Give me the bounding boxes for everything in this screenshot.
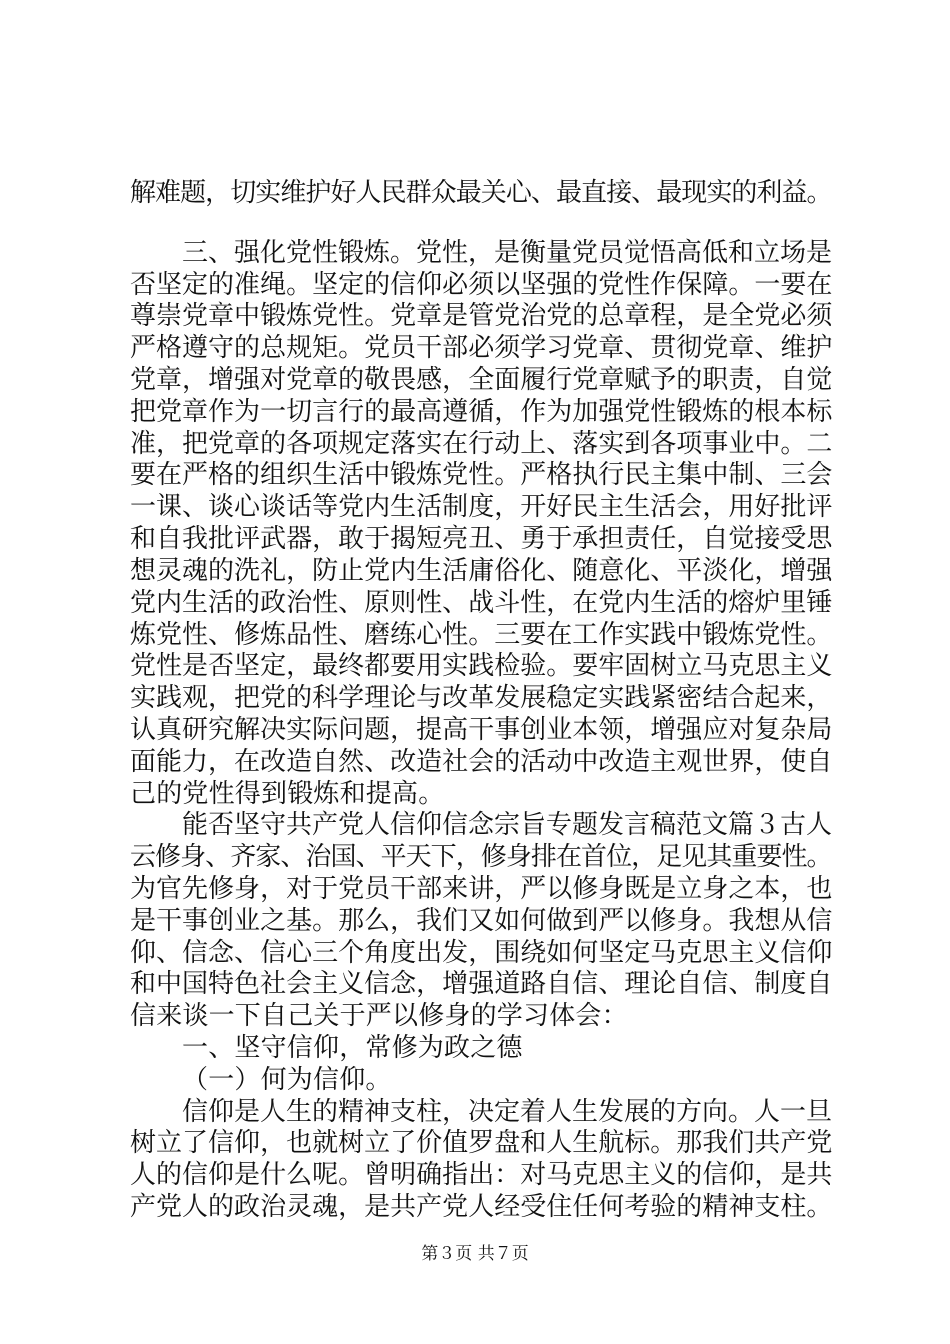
text-line: 为官先修身，对于党员干部来讲，严以修身既是立身之本，也	[130, 874, 833, 904]
text-line: 一课、谈心谈话等党内生活制度，开好民主生活会，用好批评	[130, 492, 833, 522]
text-line: 认真研究解决实际问题，提高干事创业本领，增强应对复杂局	[130, 715, 833, 745]
text-line: 树立了信仰，也就树立了价值罗盘和人生航标。那我们共产党	[130, 1128, 833, 1158]
text-line: 想灵魂的洗礼，防止党内生活庸俗化、随意化、平淡化，增强	[130, 556, 833, 586]
text-line: 把党章作为一切言行的最高遵循，作为加强党性锻炼的根本标	[130, 397, 833, 427]
text-line: 解难题，切实维护好人民群众最关心、最直接、最现实的利益。	[130, 178, 832, 208]
text-line: 是干事创业之基。那么，我们又如何做到严以修身。我想从信	[130, 906, 833, 936]
subsection-heading: （一）何为信仰。	[182, 1065, 392, 1095]
text-line: 云修身、齐家、治国、平天下，修身排在首位，足见其重要性。	[130, 842, 832, 872]
text-line: 产党人的政治灵魂，是共产党人经受住任何考验的精神支柱。	[130, 1192, 833, 1222]
text-line: 党性是否坚定，最终都要用实践检验。要牢固树立马克思主义	[130, 651, 833, 681]
text-line: 信来谈一下自己关于严以修身的学习体会：	[130, 1001, 628, 1031]
text-line: 严格遵守的总规矩。党员干部必须学习党章、贯彻党章、维护	[130, 333, 833, 363]
text-line: 和中国特色社会主义信念，增强道路自信、理论自信、制度自	[130, 969, 833, 999]
text-line: 要在严格的组织生活中锻炼党性。严格执行民主集中制、三会	[130, 460, 833, 490]
text-line: 己的党性得到锻炼和提高。	[130, 779, 445, 809]
text-line: 人的信仰是什么呢。曾明确指出：对马克思主义的信仰，是共	[130, 1160, 833, 1190]
text-line: 面能力，在改造自然、改造社会的活动中改造主观世界，使自	[130, 747, 833, 777]
text-line: 能否坚守共产党人信仰信念宗旨专题发言稿范文篇３古人	[182, 810, 833, 840]
text-line: 否坚定的准绳。坚定的信仰必须以坚强的党性作保障。一要在	[130, 270, 833, 300]
text-line: 党内生活的政治性、原则性、战斗性，在党内生活的熔炉里锤	[130, 588, 833, 618]
text-line: 尊崇党章中锻炼党性。党章是管党治党的总章程，是全党必须	[130, 301, 833, 331]
text-line: 党章，增强对党章的敬畏感，全面履行党章赋予的职责，自觉	[130, 365, 833, 395]
text-line: 三、强化党性锻炼。党性，是衡量党员觉悟高低和立场是	[182, 238, 833, 268]
page-footer: 第３页 共７页	[421, 1244, 529, 1264]
section-heading: 一、坚守信仰，常修为政之德	[182, 1033, 523, 1063]
text-line: 实践观，把党的科学理论与改革发展稳定实践紧密结合起来，	[130, 683, 833, 713]
text-line: 准，把党章的各项规定落实在行动上、落实到各项事业中。二	[130, 429, 833, 459]
text-line: 和自我批评武器，敢于揭短亮丑、勇于承担责任，自觉接受思	[130, 524, 833, 554]
text-line: 炼党性、修炼品性、磨练心性。三要在工作实践中锻炼党性。	[130, 620, 833, 650]
text-line: 仰、信念、信心三个角度出发，围绕如何坚定马克思主义信仰	[130, 938, 833, 968]
text-line: 信仰是人生的精神支柱，决定着人生发展的方向。人一旦	[182, 1097, 833, 1127]
